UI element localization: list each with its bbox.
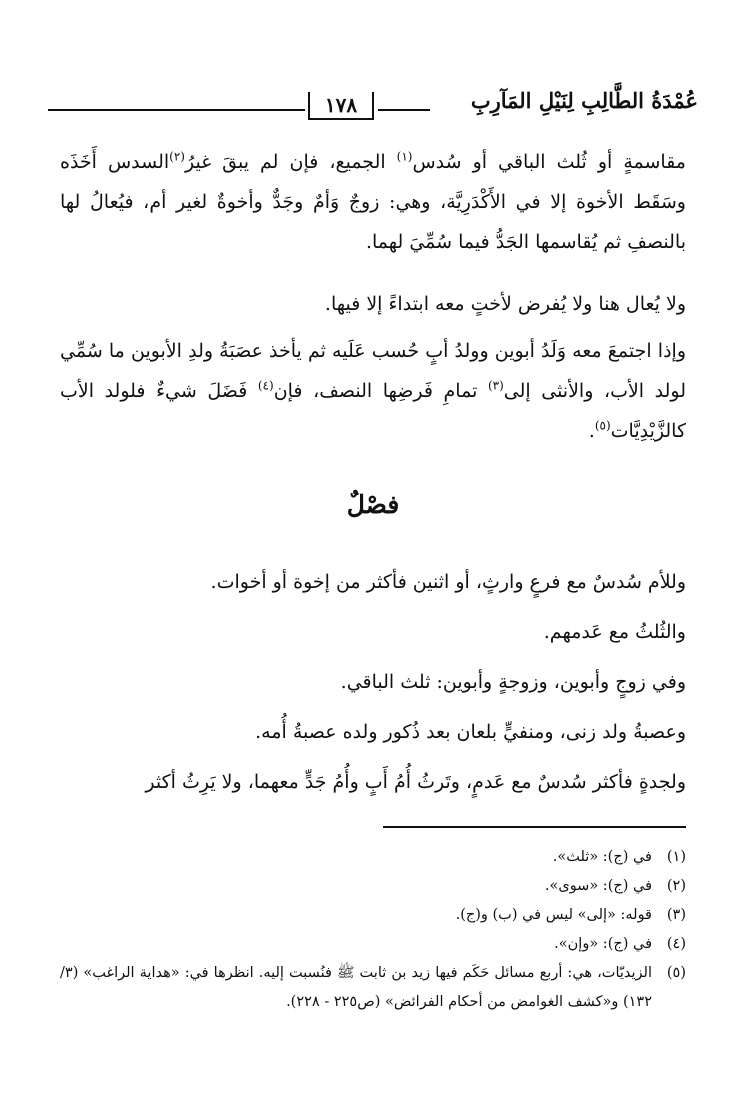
section-body <box>60 558 686 808</box>
page-header <box>48 88 698 124</box>
footnote-item <box>60 959 686 1017</box>
section-line: والثُلثُ مع عَدمهم. <box>543 621 686 643</box>
footnotes <box>60 843 686 1017</box>
footnote-number: (٤) <box>666 936 686 952</box>
footnote-text: في (ج): «سوى». <box>544 878 652 894</box>
section-line: وفي زوجٍ وأبوين، وزوجةٍ وأبوين: ثلث الباقي. <box>340 671 686 693</box>
footnote-text: في (ج): «وإن». <box>554 936 652 952</box>
footnote-item <box>60 930 686 959</box>
footnote-item <box>60 872 686 901</box>
footnote-text: في (ج): «ثلث». <box>552 849 652 865</box>
paragraph-2: ولا يُعال هنا ولا يُفرض لأختٍ معه ابتداءً إلا فيها. <box>324 293 686 315</box>
section-line: وللأم سُدسٌ مع فرعٍ وارثٍ، أو اثنين فأكثر من إخوة أو أخوات. <box>210 571 686 593</box>
running-title: عُمْدَةُ الطَّالِبِ لِنَيْلِ المَآرِبِ <box>470 88 698 113</box>
paragraph-1: مقاسمةٍ أو ثُلث الباقي أو سُدس$^{(١)}$ الجميع، فإن لم يبقَ غيرُ$^{(٢)}$السدس أَخَذَه وسَقَط الأخوة إلا في الأَكْدَرِيَّة، وهي: زوجٌ وَأمٌ وجَدٌّ وأخوةٌ لغير أم، فيُعالُ لها بالنصفِ ثم يُقاسمها الجَدُّ فيما سُمِّيَ لهما. <box>60 149 686 253</box>
footnote-ref-4: (٤) <box>257 378 274 393</box>
section-heading: فصْلٌ <box>346 490 400 519</box>
header-rule-left <box>48 109 305 111</box>
header-rule-right <box>378 109 430 111</box>
footnote-ref-2: (٢) <box>169 149 185 164</box>
page-number: ١٧٨ <box>308 92 374 120</box>
footnote-number: (٢) <box>666 878 686 894</box>
footnote-text: قوله: «إلى» ليس في (ب) و(ج). <box>455 907 652 923</box>
footnote-ref-5: (٥) <box>594 418 611 433</box>
footnote-text: الزيديّات، هي: أربع مسائل حَكَم فيها زيد بن ثابت ﷺ فنُسبت إليه. انظرها في: «هداية الراغب» (٣/ ١٣٢) و«كشف الغوامض من أحكام الفرائض» (ص٢٢٥ - ٢٢٨). <box>60 965 652 1010</box>
footnote-separator <box>383 826 686 828</box>
section-line: وعصبةُ ولد زنى، ومنفيٍّ بلعان بعد ذُكور ولده عصبةُ أُمه. <box>255 721 686 743</box>
footnote-number: (١) <box>666 849 686 865</box>
paragraph-3: وإذا اجتمعَ معه وَلَدُ أبوين وولدُ أبٍ حُسب عَلَيه ثم يأخذ عصَبَةُ ولدِ الأبوين ما سُمِّي لولد الأب، والأنثى إلى$^{(٣)}$ تمامِ فَرضِها النصف، فإن$^{(٤)}$ فَضَلَ شيءٌ فلولد الأب كالزَّيْدِيَّات$^{(٥)}$. <box>60 340 687 442</box>
footnote-item <box>60 843 686 872</box>
footnote-ref-3: (٣) <box>487 378 504 393</box>
footnote-number: (٣) <box>666 907 686 923</box>
footnote-number: (٥) <box>666 965 686 981</box>
footnote-item <box>60 901 686 930</box>
section-line: ولجدةٍ فأكثر سُدسٌ مع عَدمٍ، وتَرثُ أُمُ أَبٍ وأُمُ جَدٍّ معهما، ولا يَرِثُ أكثر <box>145 771 686 793</box>
footnote-ref-1: (١) <box>396 149 413 164</box>
